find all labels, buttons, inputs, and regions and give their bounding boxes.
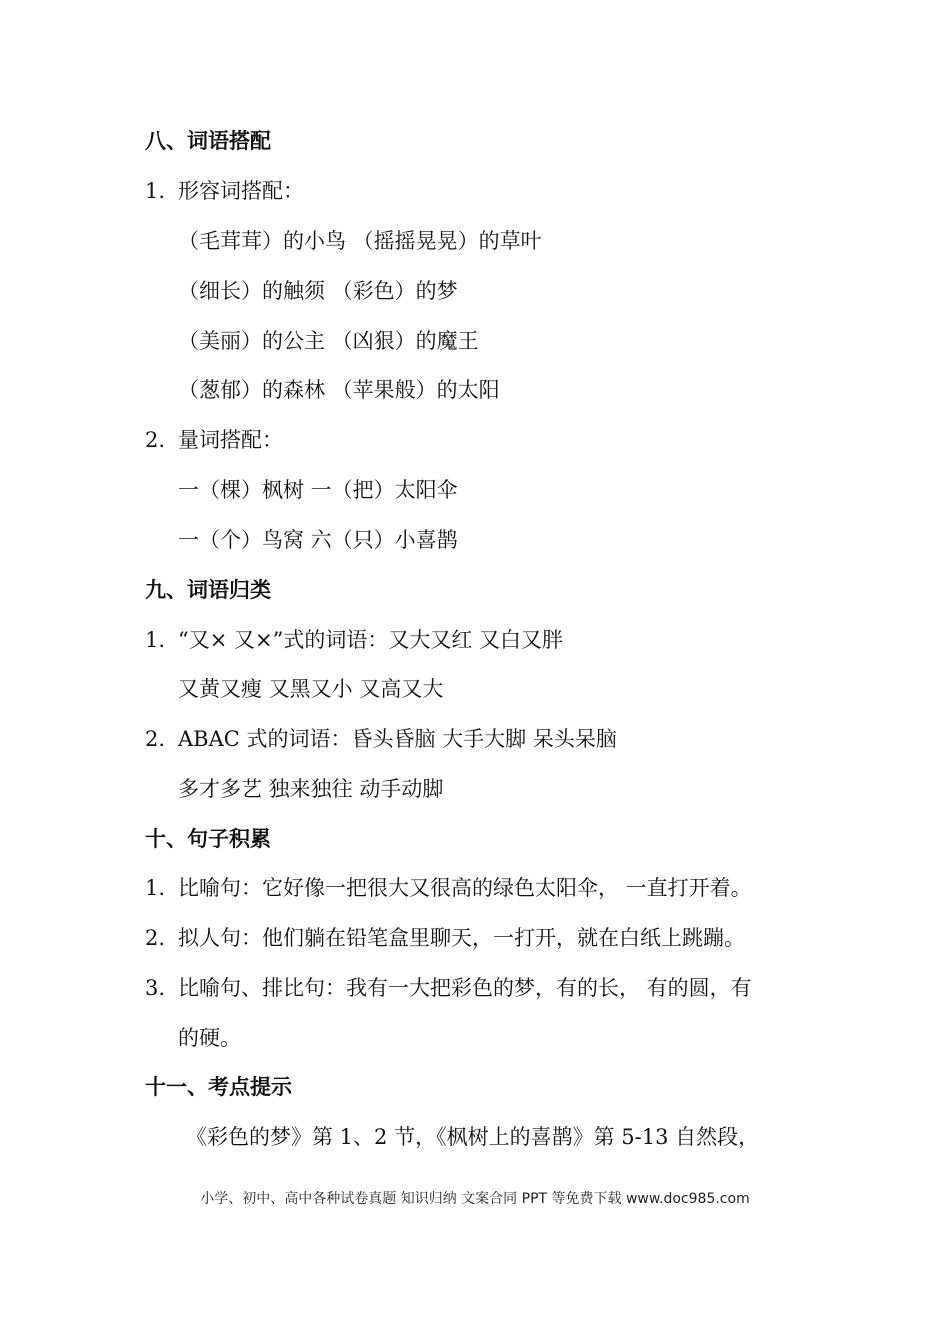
list-line: 又黄又瘦 又黑又小 又高又大 (178, 677, 444, 701)
list-line: 一（个）鸟窝 六（只）小喜鹊 (178, 528, 458, 552)
item-number: 1. (145, 876, 166, 900)
item-text: ABAC 式的词语：昏头昏脑 大手大脚 呆头呆脑 (178, 727, 617, 751)
section-heading-9: 九、词语归类 (145, 578, 271, 602)
list-item-word-category-1 (145, 625, 563, 655)
list-item-sentence-2 (145, 923, 745, 953)
item-number: 1. (145, 628, 166, 652)
item-text: “又× 又×”式的词语：又大又红 又白又胖 (178, 628, 564, 652)
list-item-sentence-1 (145, 873, 752, 903)
item-text: 拟人句：他们躺在铅笔盒里聊天，一打开，就在白纸上跳蹦。 (178, 926, 745, 950)
item-number: 3. (145, 976, 166, 1000)
section-heading-10: 十、句子积累 (145, 827, 271, 851)
list-line: 的硬。 (178, 1026, 241, 1050)
section-heading-11: 十一、考点提示 (145, 1075, 292, 1099)
item-text: 形容词搭配： (178, 179, 304, 203)
list-item-measure-word-matching (145, 425, 283, 455)
list-line: （毛茸茸）的小鸟 （摇摇晃晃）的草叶 (178, 229, 542, 253)
list-line: 一（棵）枫树 一（把）太阳伞 (178, 478, 458, 502)
item-text: 量词搭配： (178, 428, 283, 452)
item-number: 1. (145, 179, 166, 203)
list-line: （细长）的触须 （彩色）的梦 (178, 279, 458, 303)
list-item-sentence-3 (145, 973, 752, 1003)
item-number: 2. (145, 727, 166, 751)
list-item-adjective-matching (145, 176, 304, 206)
item-text: 比喻句、排比句：我有一大把彩色的梦，有的长， 有的圆，有 (178, 976, 752, 1000)
item-number: 2. (145, 428, 166, 452)
list-line: （美丽）的公主 （凶狠）的魔王 (178, 329, 479, 353)
list-item-word-category-2 (145, 724, 617, 754)
section-heading-8: 八、词语搭配 (145, 129, 271, 153)
page-footer: 小学、初中、高中各种试卷真题 知识归纳 文案合同 PPT 等免费下载 www.doc985.com (200, 1191, 750, 1207)
exam-tip-paragraph: 《彩色的梦》第 1、2 节，《枫树上的喜鹊》第 5-13 自然段， (186, 1125, 760, 1149)
item-number: 2. (145, 926, 166, 950)
item-text: 比喻句：它好像一把很大又很高的绿色太阳伞， 一直打开着。 (178, 876, 752, 900)
list-line: （葱郁）的森林 （苹果般）的太阳 (178, 378, 500, 402)
list-line: 多才多艺 独来独往 动手动脚 (178, 777, 444, 801)
